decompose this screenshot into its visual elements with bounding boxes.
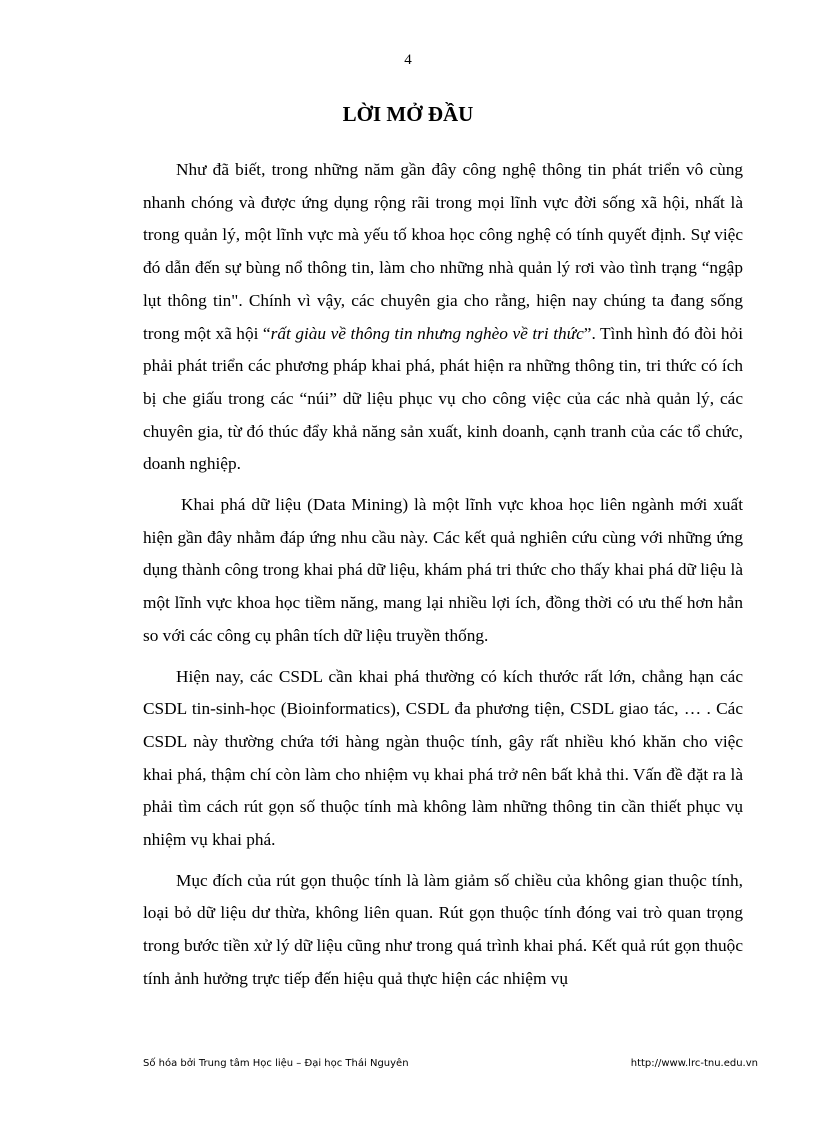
page-title: LỜI MỞ ĐẦU bbox=[342, 102, 474, 126]
paragraph-csdl: Hiện nay, các CSDL cần khai phá thường có kích thước rất lớn, chẳng hạn các CSDL tin-sinh-học (Bioinformatics), CSDL đa phương tiện, CSDL giao tác, … . Các CSDL này thường chứa tới hàng ngàn thuộc tính, gây rất nhiều khó khăn cho việc khai phá, thậm chí còn làm cho nhiệm vụ khai phá trở nên bất khả thi. Vấn đề đặt ra là phải tìm cách rút gọn số thuộc tính mà không làm những thông tin cần thiết phục vụ nhiệm vụ khai phá. bbox=[143, 666, 743, 850]
italic-quote: rất giàu về thông tin nhưng nghèo về tri thức bbox=[270, 323, 584, 343]
paragraph-data-mining: Khai phá dữ liệu (Data Mining) là một lĩnh vực khoa học liên ngành mới xuất hiện gần đây nhằm đáp ứng nhu cầu này. Các kết quả nghiên cứu cùng với những ứng dụng thành công trong khai phá dữ liệu, khám phá tri thức cho thấy khai phá dữ liệu là một lĩnh vực khoa học tiềm năng, mang lại nhiều lợi ích, đồng thời có ưu thế hơn hẳn so với các công cụ phân tích dữ liệu truyền thống. bbox=[143, 495, 743, 645]
document-body bbox=[143, 154, 743, 1004]
footer-url[interactable]: http://www.lrc-tnu.edu.vn bbox=[630, 1058, 758, 1069]
footer-left-text: Số hóa bởi Trung tâm Học liệu – Đại học Thái Nguyên bbox=[143, 1058, 409, 1069]
page-number: 4 bbox=[404, 52, 412, 68]
paragraph-intro bbox=[143, 154, 743, 481]
paragraph-attribute-reduction: Mục đích của rút gọn thuộc tính là làm giảm số chiều của không gian thuộc tính, loại bỏ dữ liệu dư thừa, không liên quan. Rút gọn thuộc tính đóng vai trò quan trọng trong bước tiền xử lý dữ liệu cũng như trong quá trình khai phá. Kết quả rút gọn thuộc tính ảnh hưởng trực tiếp đến hiệu quả thực hiện các nhiệm vụ bbox=[143, 870, 743, 988]
page-footer bbox=[143, 1058, 758, 1069]
paragraph-intro-text: Như đã biết, trong những năm gần đây công nghệ thông tin phát triển vô cùng nhanh chóng và được ứng dụng rộng rãi trong mọi lĩnh vực đời sống xã hội, nhất là trong quản lý, một lĩnh vực mà yếu tố khoa học công nghệ có tính quyết định. Sự việc đó dẫn đến sự bùng nổ thông tin, làm cho những nhà quản lý rơi vào tình trạng “ngập lụt thông tin". Chính vì vậy, các chuyên gia cho rằng, hiện nay chúng ta đang sống trong một xã hội “ bbox=[143, 160, 743, 343]
paragraph-intro-text-end: ”. Tình hình đó đòi hỏi phải phát triển các phương pháp khai phá, phát hiện ra những thông tin, tri thức có ích bị che giấu trong các “núi” dữ liệu phục vụ cho công việc của các nhà quản lý, các chuyên gia, từ đó thúc đẩy khả năng sản xuất, kinh doanh, cạnh tranh của các tổ chức, doanh nghiệp. bbox=[143, 323, 743, 474]
